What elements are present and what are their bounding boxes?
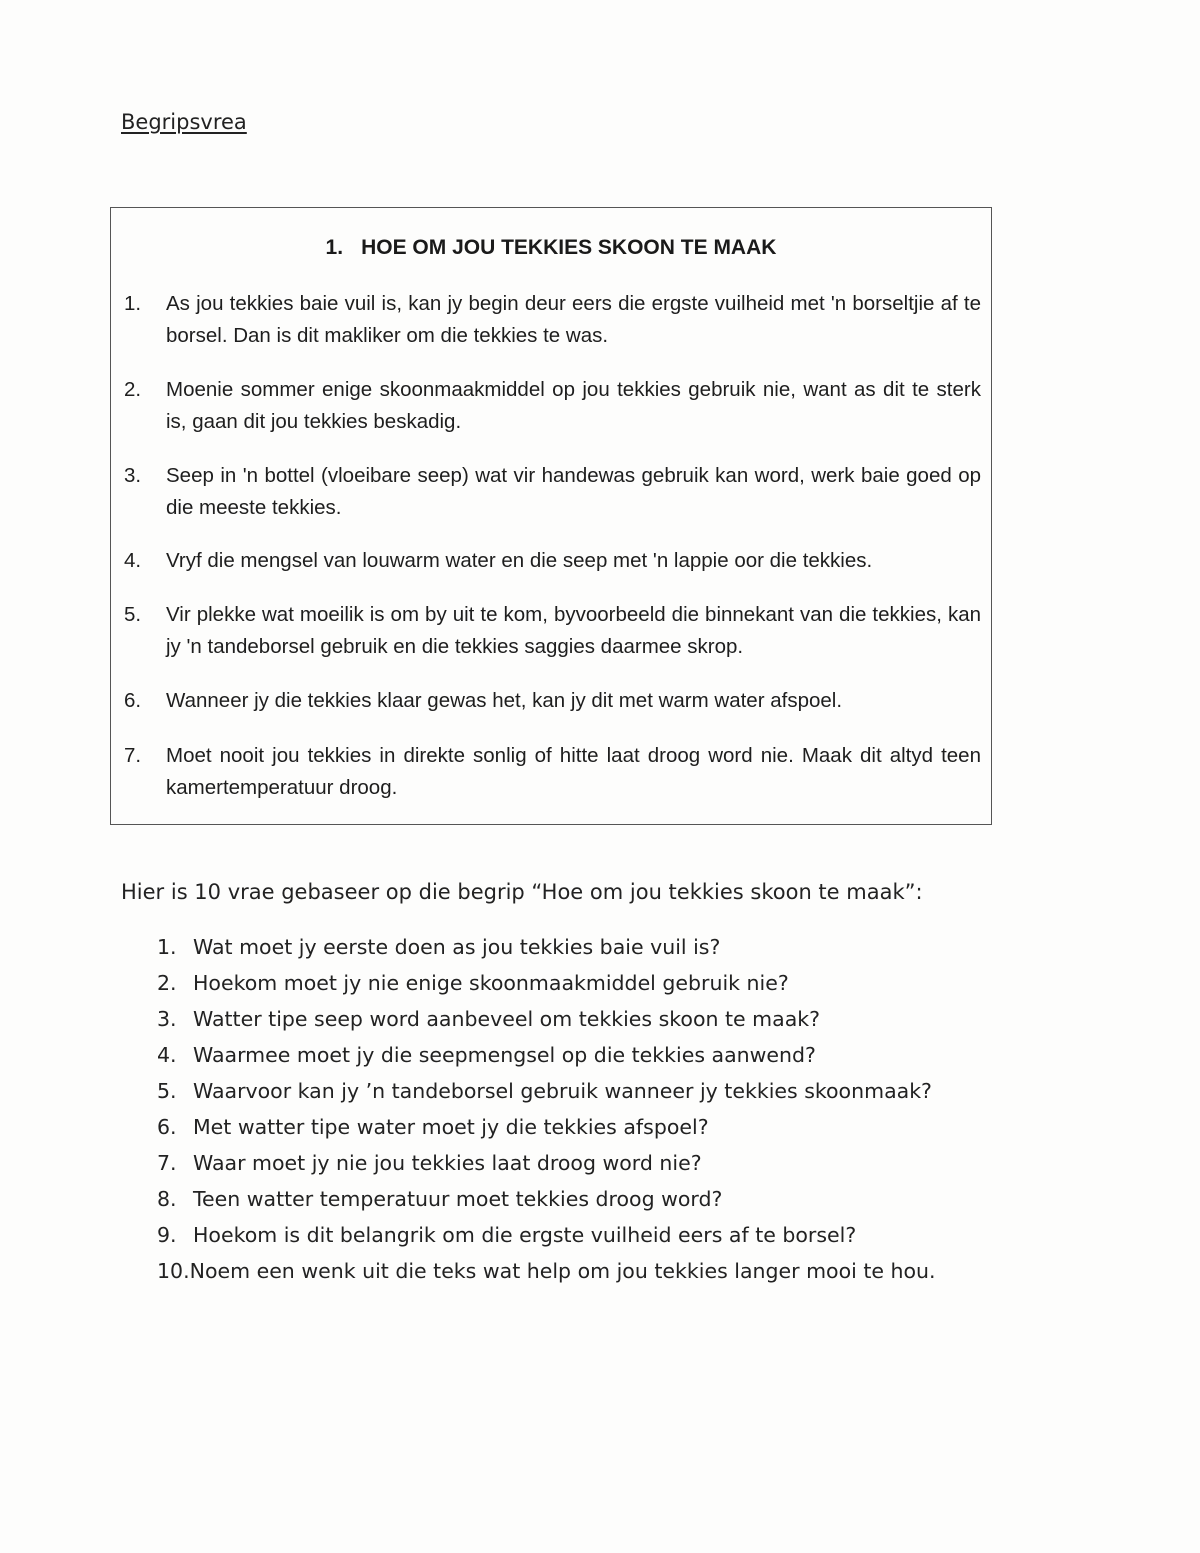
question-number: 2. — [157, 971, 177, 995]
question-text: Waarvoor kan jy ’n tandeborsel gebruik wanneer jy tekkies skoonmaak? — [193, 1079, 932, 1103]
instruction-number: 3. — [124, 464, 142, 487]
question-text: Hoekom moet jy nie enige skoonmaakmiddel gebruik nie? — [193, 971, 789, 995]
question-number: 10. — [157, 1259, 190, 1283]
box-title — [111, 236, 991, 260]
instruction-item — [124, 460, 981, 524]
question-text: Wat moet jy eerste doen as jou tekkies baie vuil is? — [193, 935, 721, 959]
question-item — [157, 1223, 856, 1247]
instructions-box — [110, 207, 992, 825]
box-title-text: HOE OM JOU TEKKIES SKOON TE MAAK — [361, 236, 777, 259]
instruction-item — [124, 599, 981, 663]
question-item — [157, 1187, 722, 1211]
instruction-text: Vir plekke wat moeilik is om by uit te kom, byvoorbeeld die binnekant van die tekkies, kan jy 'n tandeborsel gebruik en die tekkies saggies daarmee skrop. — [166, 603, 981, 658]
question-text: Waar moet jy nie jou tekkies laat droog word nie? — [193, 1151, 702, 1175]
question-item — [157, 971, 789, 995]
question-item — [157, 1151, 702, 1175]
instruction-text: Moenie sommer enige skoonmaakmiddel op jou tekkies gebruik nie, want as dit te sterk is, gaan dit jou tekkies beskadig. — [166, 378, 981, 433]
instruction-number: 1. — [124, 292, 142, 315]
question-number: 3. — [157, 1007, 177, 1031]
question-text: Met watter tipe water moet jy die tekkies afspoel? — [193, 1115, 709, 1139]
question-number: 4. — [157, 1043, 177, 1067]
instruction-number: 5. — [124, 603, 142, 626]
question-text: Teen watter temperatuur moet tekkies droog word? — [193, 1187, 723, 1211]
question-number: 5. — [157, 1079, 177, 1103]
instruction-item — [124, 545, 981, 577]
question-text: Hoekom is dit belangrik om die ergste vuilheid eers af te borsel? — [193, 1223, 857, 1247]
question-number: 9. — [157, 1223, 177, 1247]
page-heading: Begripsvrea — [121, 110, 247, 134]
question-number: 1. — [157, 935, 177, 959]
instruction-text: Wanneer jy die tekkies klaar gewas het, kan jy dit met warm water afspoel. — [166, 689, 843, 712]
instruction-number: 6. — [124, 689, 142, 712]
question-number: 7. — [157, 1151, 177, 1175]
instruction-item — [124, 288, 981, 352]
instruction-text: As jou tekkies baie vuil is, kan jy begin deur eers die ergste vuilheid met 'n borseltjie af te borsel. Dan is dit makliker om die tekkies te was. — [166, 292, 981, 347]
instruction-number: 4. — [124, 549, 142, 572]
instruction-item — [124, 740, 981, 804]
question-item — [157, 1079, 932, 1103]
question-number: 6. — [157, 1115, 177, 1139]
question-text: Waarmee moet jy die seepmengsel op die tekkies aanwend? — [193, 1043, 816, 1067]
question-item — [157, 935, 720, 959]
question-item — [157, 1115, 709, 1139]
question-item — [157, 1007, 820, 1031]
questions-intro: Hier is 10 vrae gebaseer op die begrip “Hoe om jou tekkies skoon te maak”: — [121, 880, 923, 904]
instruction-text: Seep in 'n bottel (vloeibare seep) wat vir handewas gebruik kan word, werk baie goed op die meeste tekkies. — [166, 464, 981, 519]
instruction-item — [124, 685, 981, 717]
question-item — [157, 1043, 816, 1067]
instruction-text: Moet nooit jou tekkies in direkte sonlig of hitte laat droog word nie. Maak dit altyd teen kamertemperatuur droog. — [166, 744, 981, 799]
instruction-item — [124, 374, 981, 438]
instruction-number: 2. — [124, 378, 142, 401]
instruction-text: Vryf die mengsel van louwarm water en die seep met 'n lappie oor die tekkies. — [166, 549, 873, 572]
box-title-number: 1. — [325, 236, 344, 259]
question-number: 8. — [157, 1187, 177, 1211]
question-text: Watter tipe seep word aanbeveel om tekkies skoon te maak? — [193, 1007, 821, 1031]
question-item — [157, 1259, 936, 1283]
question-text: Noem een wenk uit die teks wat help om jou tekkies langer mooi te hou. — [189, 1259, 936, 1283]
instruction-number: 7. — [124, 744, 142, 767]
